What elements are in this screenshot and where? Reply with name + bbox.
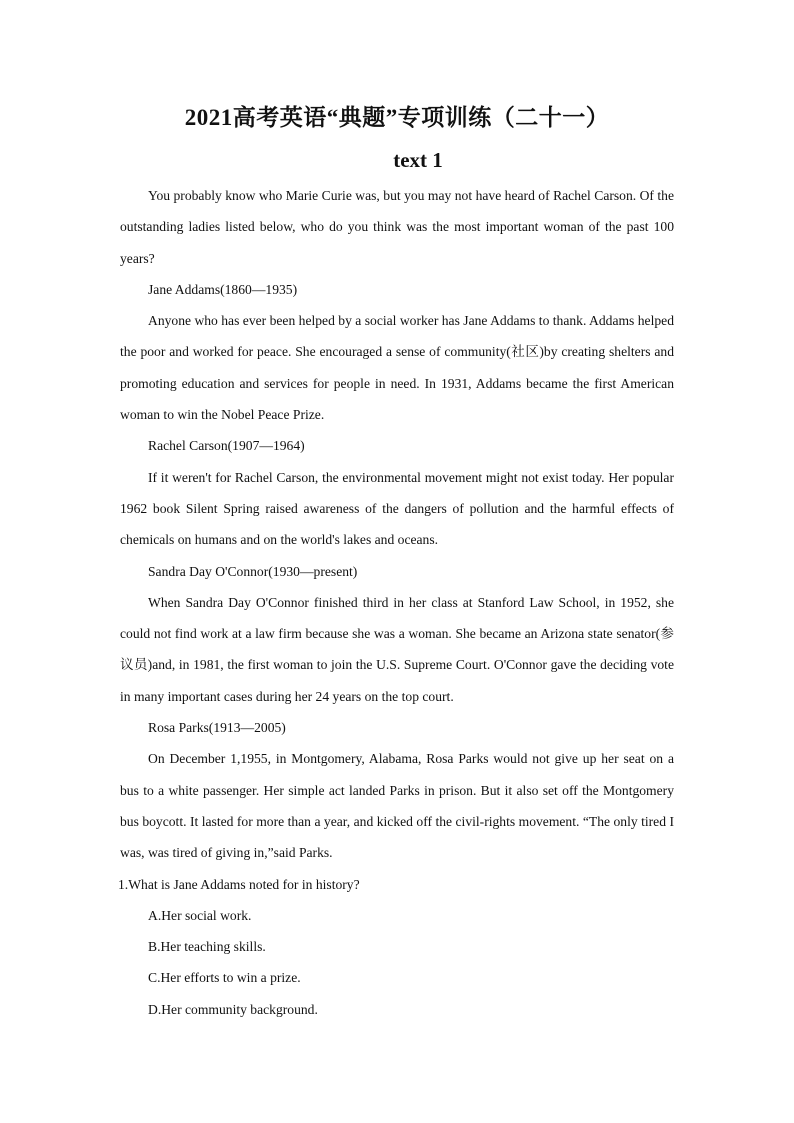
section-heading-rosa-parks: Rosa Parks(1913—2005) [148,720,286,736]
section-heading-sandra-day-oconnor: Sandra Day O'Connor(1930—present) [148,563,358,579]
passage-body [120,180,674,1025]
section-text-rachel-carson: If it weren't for Rachel Carson, the environmental movement might not exist today. Her popular 1962 book Silent Spring raised awareness of the dangers of pollution and the harmful effects of chemicals on humans and on the world's lakes and oceans. [120,469,674,548]
question-text: 1.What is Jane Addams noted for in history? [118,876,360,892]
answer-option-d: D.Her community background. [148,1001,318,1017]
section-heading-jane-addams: Jane Addams(1860—1935) [148,281,298,297]
page-title: 2021高考英语“典题”专项训练（二十一） [184,105,610,130]
text-heading: text 1 [393,148,443,172]
section-text-jane-addams: Anyone who has ever been helped by a social worker has Jane Addams to thank. Addams helped the poor and worked for peace. She encouraged a sense of community(社区)by creating shelters and promoting education and services for people in need. In 1931, Addams became the first American woman to win the Nobel Peace Prize. [120,313,674,423]
section-text-rosa-parks: On December 1,1955, in Montgomery, Alabama, Rosa Parks would not give up her seat on a bus to a white passenger. Her simple act landed Parks in prison. But it also set off the Montgomery bus boycott. It lasted for more than a year, and kicked off the civil-rights movement. “The only tired I was, was tired of giving in,”said Parks. [120,751,674,861]
section-text-sandra-day-oconnor: When Sandra Day O'Connor finished third in her class at Stanford Law School, in 1952, she could not find work at a law firm because she was a woman. She became an Arizona state senator(参议员)and, in 1981, the first woman to join the U.S. Supreme Court. O'Connor gave the deciding vote in many important cases during her 24 years on the top court. [120,594,674,704]
answer-option-b: B.Her teaching skills. [148,939,266,955]
intro-paragraph: You probably know who Marie Curie was, but you may not have heard of Rachel Carson. Of the outstanding ladies listed below, who do you think was the most important woman of the past 100 years? [120,188,674,266]
answer-option-c: C.Her efforts to win a prize. [148,970,301,986]
section-heading-rachel-carson: Rachel Carson(1907—1964) [148,438,305,454]
answer-option-a: A.Her social work. [148,907,252,923]
